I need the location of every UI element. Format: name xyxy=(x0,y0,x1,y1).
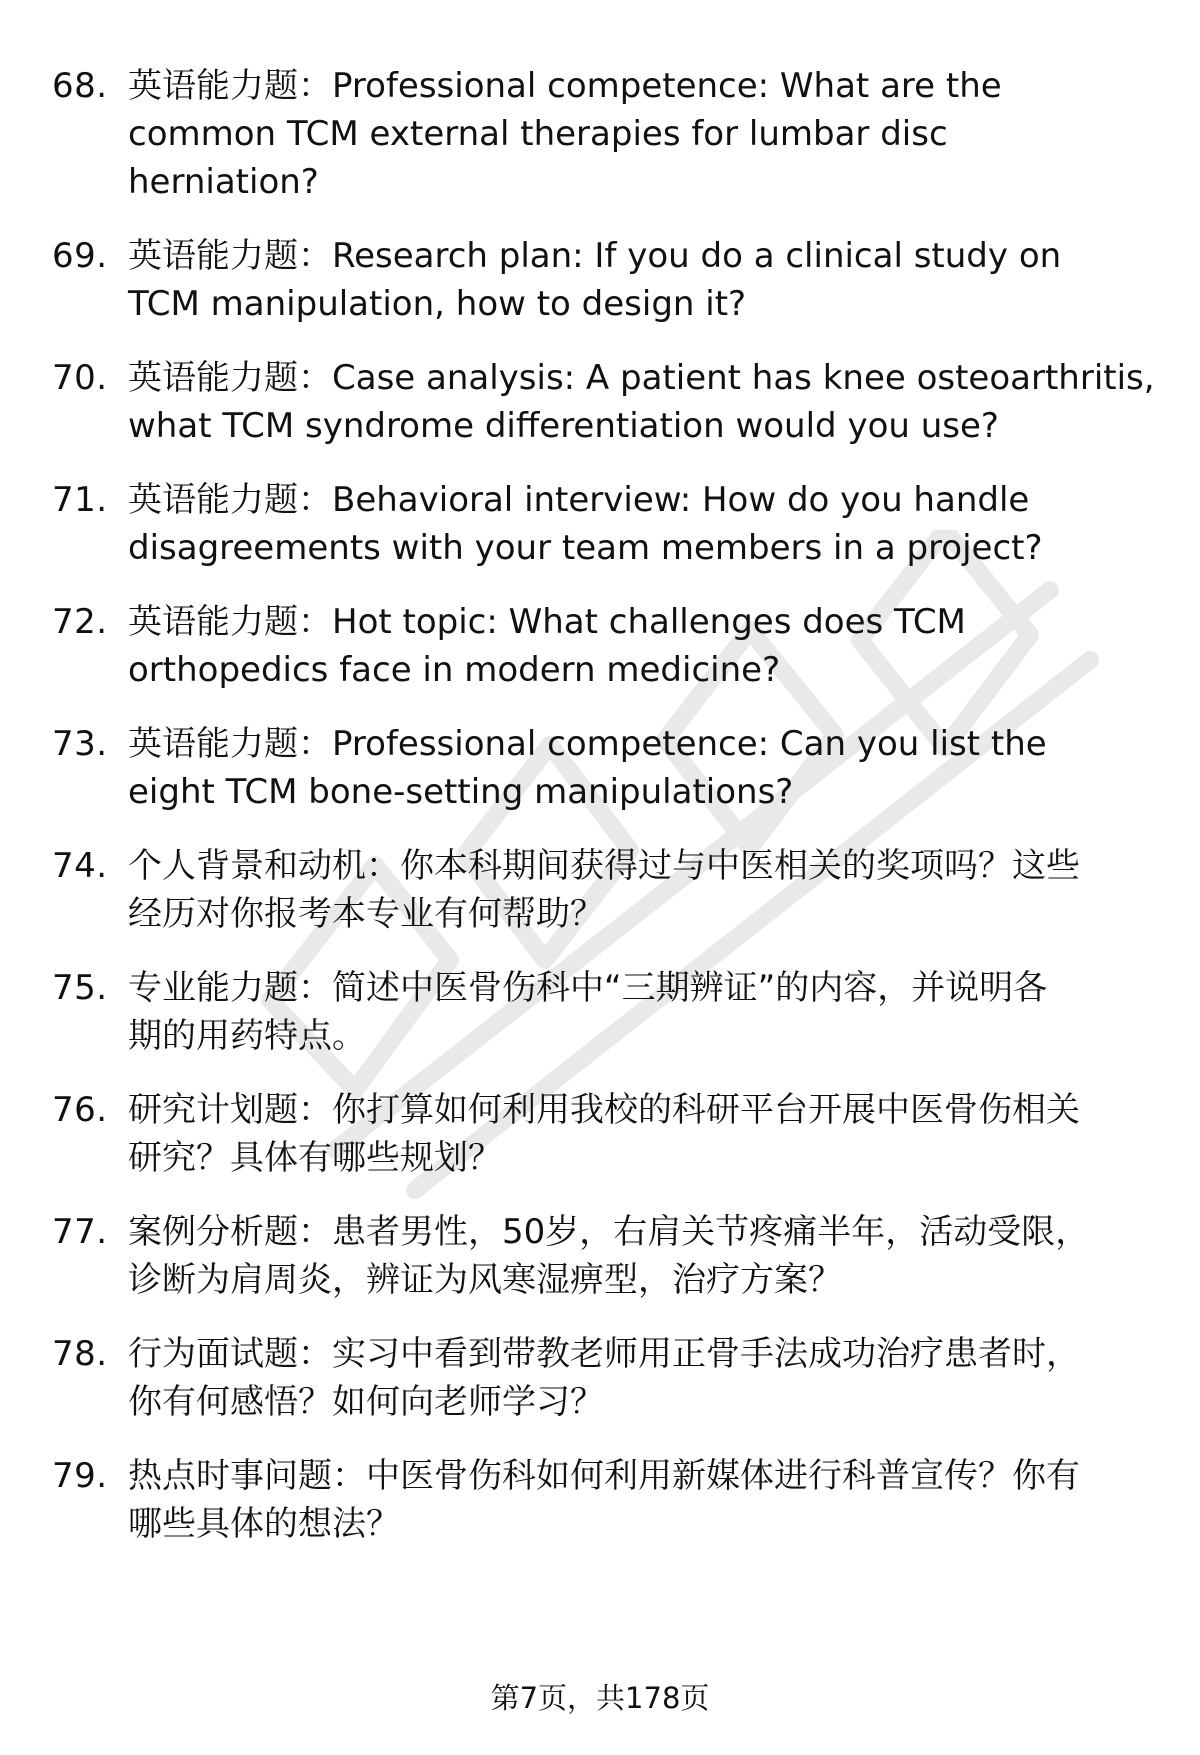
question-number: 73. xyxy=(52,724,108,764)
question-text: 研究计划题：你打算如何利用我校的科研平台开展中医骨伤相关 研究？具体有哪些规划？ xyxy=(128,1090,1080,1178)
question-item xyxy=(52,1086,1162,1182)
question-item xyxy=(52,842,1162,938)
page-footer: 第7页，共178页 xyxy=(490,1681,710,1715)
question-text: 案例分析题：患者男性，50岁，右肩关节疼痛半年，活动受限， 诊断为肩周炎，辨证为风寒湿痹型，治疗方案？ xyxy=(128,1212,1090,1300)
question-item xyxy=(52,1208,1162,1304)
question-number: 72. xyxy=(52,602,108,642)
question-item xyxy=(52,232,1162,328)
question-item xyxy=(52,1452,1162,1548)
question-item xyxy=(52,476,1162,572)
question-number: 70. xyxy=(52,358,108,398)
question-text: 个人背景和动机：你本科期间获得过与中医相关的奖项吗？这些 经历对你报考本专业有何帮助？ xyxy=(128,846,1080,934)
question-text: 英语能力题：Hot topic: What challenges does TCM orthopedics face in modern medicine? xyxy=(128,602,966,690)
question-text: 热点时事问题：中医骨伤科如何利用新媒体进行科普宣传？你有 哪些具体的想法？ xyxy=(128,1456,1080,1544)
question-number: 75. xyxy=(52,968,108,1008)
question-number: 76. xyxy=(52,1090,108,1130)
question-number: 74. xyxy=(52,846,108,886)
question-text: 英语能力题：Research plan: If you do a clinical study on TCM manipulation, how to design it? xyxy=(128,236,1062,324)
question-text: 英语能力题：Professional competence: What are the common TCM external therapies for lumbar disc herniation? xyxy=(128,66,1002,202)
question-number: 69. xyxy=(52,236,108,276)
question-text: 英语能力题：Case analysis: A patient has knee osteoarthritis, what TCM syndrome differentiation would you use? xyxy=(128,358,1155,446)
question-item xyxy=(52,354,1162,450)
question-number: 78. xyxy=(52,1334,108,1374)
question-text: 专业能力题：简述中医骨伤科中“三期辨证”的内容，并说明各 期的用药特点。 xyxy=(128,968,1048,1056)
question-text: 英语能力题：Professional competence: Can you list the eight TCM bone-setting manipulations? xyxy=(128,724,1047,812)
question-number: 79. xyxy=(52,1456,108,1496)
question-item xyxy=(52,1330,1162,1426)
question-item xyxy=(52,62,1162,206)
question-number: 77. xyxy=(52,1212,108,1252)
question-number: 68. xyxy=(52,66,108,106)
question-list xyxy=(52,62,1162,1574)
question-item xyxy=(52,598,1162,694)
question-item xyxy=(52,720,1162,816)
question-item xyxy=(52,964,1162,1060)
question-text: 英语能力题：Behavioral interview: How do you handle disagreements with your team members in a project? xyxy=(128,480,1043,568)
question-number: 71. xyxy=(52,480,108,520)
question-text: 行为面试题：实习中看到带教老师用正骨手法成功治疗患者时， 你有何感悟？如何向老师学习？ xyxy=(128,1334,1080,1422)
